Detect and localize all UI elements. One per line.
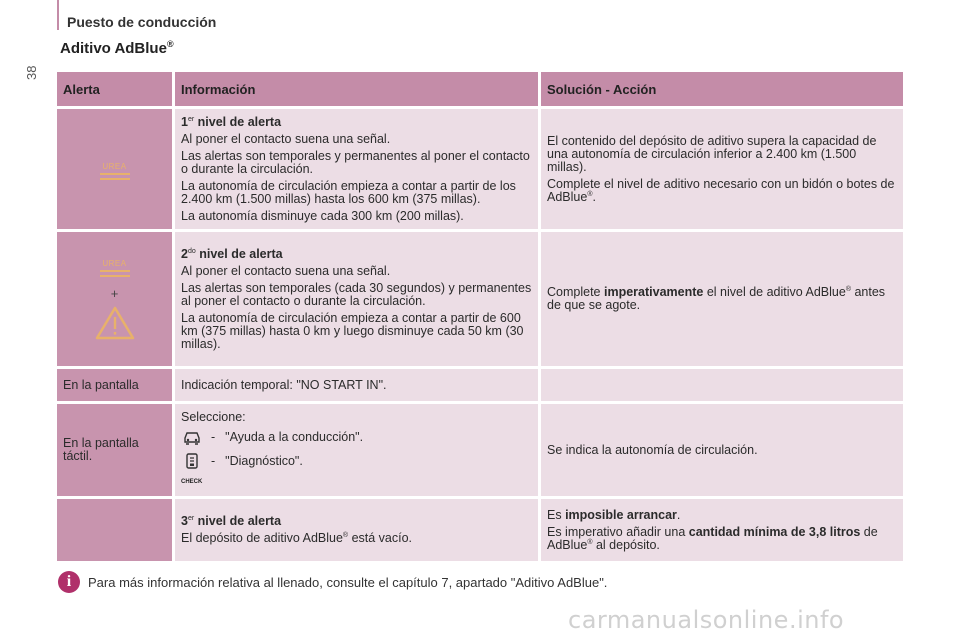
info-paragraph: Las alertas son temporales y permanentes al poner el contacto o durante la circulación. — [181, 148, 530, 176]
info-paragraph: La autonomía de circulación empieza a contar a partir de los 2.400 km (1.500 millas) hasta los 600 km (375 millas). — [181, 178, 516, 206]
solution-text: Es imperativo añadir una — [547, 524, 689, 539]
info-text: El depósito de aditivo AdBlue — [181, 531, 343, 545]
alert-cell: En la pantalla táctil. — [57, 404, 172, 496]
level-number: 1 — [181, 114, 188, 129]
info-icon: i — [58, 571, 80, 593]
registered-mark: ® — [587, 538, 593, 546]
alert-level-title — [181, 248, 532, 261]
table-row — [57, 109, 903, 229]
solution-paragraph — [547, 286, 897, 312]
solution-paragraph — [547, 526, 897, 552]
table-header-row — [57, 72, 903, 106]
solution-cell — [538, 109, 903, 229]
alert-level-title — [181, 515, 532, 528]
table-row — [57, 232, 903, 366]
solution-text: Complete el nivel de aditivo necesario con un bidón o botes de AdBlue — [547, 176, 895, 204]
level-label: nivel de alerta — [199, 246, 283, 261]
alert-level-title — [181, 116, 532, 129]
solution-text: el nivel de aditivo AdBlue — [703, 285, 846, 299]
check-label: CHECK — [181, 479, 203, 485]
solution-cell: Se indica la autonomía de circulación. — [538, 404, 903, 496]
list-item — [181, 428, 532, 446]
level-label: nivel de alerta — [197, 114, 282, 129]
info-text: está vacío. — [348, 531, 413, 545]
alert-table — [57, 69, 903, 564]
alert-cell: En la pantalla — [57, 369, 172, 401]
table-row — [57, 369, 903, 401]
solution-cell — [538, 232, 903, 366]
option-label: "Ayuda a la conducción". — [225, 429, 364, 444]
column-header-solution: Solución - Acción — [538, 72, 903, 106]
plus-sign: + — [110, 285, 119, 301]
solution-text: antes de que se agote. — [547, 285, 886, 312]
option-label: "Diagnóstico". — [225, 453, 303, 468]
column-header-info: Información — [172, 72, 538, 106]
table-row — [57, 404, 903, 496]
info-paragraph: Seleccione: — [181, 410, 246, 424]
solution-text: Es — [547, 507, 566, 522]
section-title: Puesto de conducción — [67, 14, 217, 30]
urea-warning-icon — [100, 163, 130, 180]
info-paragraph: La autonomía disminuye cada 300 km (200 millas). — [181, 208, 464, 223]
solution-text: . — [592, 189, 596, 204]
page-title — [60, 40, 174, 57]
urea-icon-label: UREA — [102, 161, 127, 171]
driving-assist-car-icon — [181, 428, 203, 446]
solution-paragraph: El contenido del depósito de aditivo supera la capacidad de una autonomía de circulación inferior a 2.400 km (1.500 millas). — [547, 133, 877, 174]
registered-mark: ® — [166, 39, 174, 49]
solution-text: al depósito. — [592, 537, 660, 552]
info-paragraph: Al poner el contacto suena una señal. — [181, 263, 391, 278]
alert-cell — [57, 499, 172, 561]
registered-mark: ® — [845, 285, 851, 293]
info-paragraph: La autonomía de circulación empieza a contar a partir de 600 km (375 millas) hasta 0 km y luego disminuye cada 50 km (30 millas). — [181, 310, 524, 351]
list-dash: - — [211, 429, 216, 444]
registered-mark: ® — [587, 190, 593, 198]
urea-warning-icon — [100, 260, 130, 277]
info-paragraph — [181, 532, 532, 545]
solution-text: . — [676, 507, 681, 522]
alert-cell — [57, 109, 172, 229]
solution-paragraph — [547, 178, 897, 204]
level-ordinal: er — [187, 115, 195, 123]
level-ordinal: do — [187, 247, 196, 255]
diagnostic-icon — [181, 452, 203, 470]
section-marker — [57, 0, 59, 30]
solution-cell — [538, 369, 903, 401]
info-cell — [172, 404, 538, 496]
level-ordinal: er — [187, 514, 195, 522]
solution-emphasis: cantidad mínima de 3,8 litros — [688, 524, 861, 539]
list-item — [181, 452, 532, 470]
info-paragraph: Las alertas son temporales (cada 30 segundos) y permanentes al poner el contacto o durante la circulación. — [181, 280, 532, 308]
info-cell — [172, 499, 538, 561]
solution-emphasis: imposible arrancar — [565, 507, 677, 522]
page-number: 38 — [24, 65, 39, 80]
info-cell — [172, 109, 538, 229]
level-number: 3 — [181, 514, 188, 528]
urea-icon-label: UREA — [102, 258, 127, 268]
column-header-alert: Alerta — [57, 72, 172, 106]
solution-text: Complete — [547, 285, 604, 299]
menu-path-list — [181, 428, 532, 489]
info-note-text: Para más información relativa al llenado, consulte el capítulo 7, apartado "Aditivo AdBlue". — [88, 574, 608, 590]
page-title-text: Aditivo AdBlue — [60, 40, 167, 57]
info-cell — [172, 232, 538, 366]
solution-paragraph — [547, 509, 897, 522]
info-note — [58, 571, 607, 593]
registered-mark: ® — [342, 531, 349, 539]
level-label: nivel de alerta — [197, 514, 282, 528]
list-dash: - — [211, 453, 216, 468]
warning-triangle-icon — [95, 306, 135, 340]
alert-cell — [57, 232, 172, 366]
table-row — [57, 499, 903, 561]
solution-emphasis: imperativamente — [603, 285, 704, 299]
solution-text: de AdBlue — [547, 524, 878, 552]
info-paragraph: Al poner el contacto suena una señal. — [181, 131, 391, 146]
solution-cell — [538, 499, 903, 561]
info-cell: Indicación temporal: "NO START IN". — [172, 369, 538, 401]
watermark: carmanualsonline.info — [568, 606, 845, 634]
level-number: 2 — [181, 246, 188, 261]
